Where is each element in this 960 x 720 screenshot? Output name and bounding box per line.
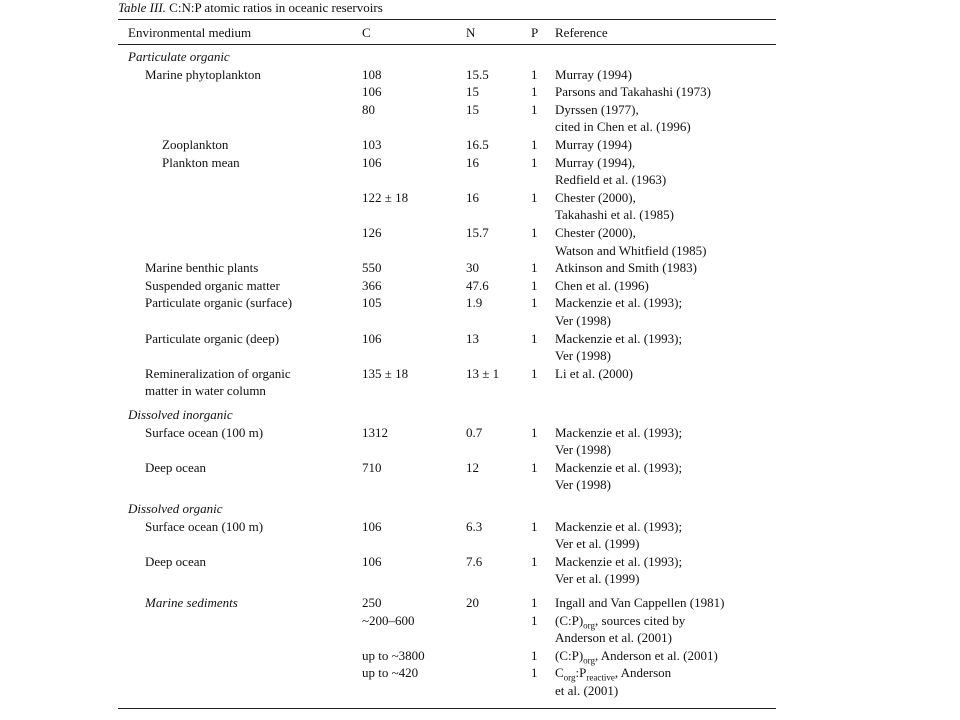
row-reference: Chen et al. (1996) (555, 278, 649, 293)
row-reference: Chester (2000), (555, 225, 636, 240)
row-reference: Ingall and Van Cappellen (1981) (555, 595, 725, 610)
row-p-value: 1 (531, 190, 538, 205)
row-reference: Mackenzie et al. (1993); (555, 460, 683, 475)
row-reference: Ver (1998) (555, 442, 611, 457)
row-c-value: up to ~3800 (362, 648, 425, 663)
row-c-value: 366 (362, 278, 382, 293)
row-medium: Marine sediments (145, 595, 238, 610)
row-reference: Watson and Whitfield (1985) (555, 243, 707, 258)
row-reference: Mackenzie et al. (1993); (555, 554, 683, 569)
header-c: C (362, 25, 371, 40)
row-medium: Plankton mean (162, 155, 240, 170)
row-p-value: 1 (531, 84, 538, 99)
row-medium: Deep ocean (145, 460, 206, 475)
table-title: C:N:P atomic ratios in oceanic reservoirs (169, 0, 383, 15)
row-n-value: 16 (466, 155, 479, 170)
row-p-value: 1 (531, 155, 538, 170)
row-reference: $(C:P)_{org}$, Anderson et al. (2001) (555, 648, 718, 666)
row-reference: $(C:P)_{org}$, sources cited by (555, 613, 686, 631)
section-heading: Dissolved organic (128, 501, 223, 516)
section-heading: Dissolved inorganic (128, 407, 233, 422)
row-reference: Ver (1998) (555, 477, 611, 492)
row-reference: Li et al. (2000) (555, 366, 633, 381)
row-c-value: 250 (362, 595, 382, 610)
row-n-value: 16 (466, 190, 479, 205)
header-medium: Environmental medium (128, 25, 252, 40)
row-p-value: 1 (531, 137, 538, 152)
row-medium: Remineralization of organic (145, 366, 291, 381)
row-medium: Surface ocean (100 m) (145, 425, 264, 440)
row-n-value: 15.5 (466, 67, 489, 82)
table-label: Table III. (118, 0, 166, 15)
row-reference: $C_{org}:P_{reactive}$, Anderson (555, 665, 672, 683)
row-n-value: 47.6 (466, 278, 489, 293)
row-c-value: 106 (362, 331, 382, 346)
row-c-value: 550 (362, 260, 382, 275)
row-c-value: 106 (362, 519, 382, 534)
row-c-value: 105 (362, 295, 382, 310)
row-c-value: up to ~420 (362, 665, 419, 680)
row-medium: Marine phytoplankton (145, 67, 261, 82)
row-p-value: 1 (531, 425, 538, 440)
row-p-value: 1 (531, 278, 538, 293)
row-c-value: 106 (362, 155, 382, 170)
row-n-value: 7.6 (466, 554, 483, 569)
row-reference: cited in Chen et al. (1996) (555, 119, 691, 134)
row-p-value: 1 (531, 554, 538, 569)
row-n-value: 0.7 (466, 425, 483, 440)
row-p-value: 1 (531, 366, 538, 381)
row-reference: Atkinson and Smith (1983) (555, 260, 697, 275)
row-reference: Ver (1998) (555, 348, 611, 363)
row-p-value: 1 (531, 67, 538, 82)
row-reference: Ver et al. (1999) (555, 536, 640, 551)
row-c-value: 135 ± 18 (362, 366, 409, 381)
row-n-value: 20 (466, 595, 479, 610)
row-c-value: 126 (362, 225, 382, 240)
row-medium: Deep ocean (145, 554, 206, 569)
row-p-value: 1 (531, 519, 538, 534)
row-reference: Anderson et al. (2001) (555, 630, 672, 645)
row-c-value: 1312 (362, 425, 388, 440)
row-c-value: 710 (362, 460, 382, 475)
row-c-value: 122 ± 18 (362, 190, 409, 205)
row-p-value: 1 (531, 225, 538, 240)
row-medium: Surface ocean (100 m) (145, 519, 264, 534)
row-reference: Murray (1994), (555, 155, 636, 170)
row-p-value: 1 (531, 460, 538, 475)
header-rule (118, 44, 776, 45)
header-n: N (466, 25, 476, 40)
section-heading: Particulate organic (128, 49, 230, 64)
row-n-value: 15 (466, 102, 479, 117)
row-reference: Ver et al. (1999) (555, 571, 640, 586)
row-reference: Mackenzie et al. (1993); (555, 425, 683, 440)
row-reference: Mackenzie et al. (1993); (555, 295, 683, 310)
row-p-value: 1 (531, 665, 538, 680)
row-n-value: 13 (466, 331, 479, 346)
row-reference: Parsons and Takahashi (1973) (555, 84, 711, 99)
row-reference: Murray (1994) (555, 137, 632, 152)
row-medium: Marine benthic plants (145, 260, 259, 275)
header-p: P (531, 25, 539, 40)
row-n-value: 15 (466, 84, 479, 99)
row-reference: Ver (1998) (555, 313, 611, 328)
row-reference: et al. (2001) (555, 683, 619, 698)
row-p-value: 1 (531, 260, 538, 275)
row-reference: Redfield et al. (1963) (555, 172, 667, 187)
row-medium: Particulate organic (deep) (145, 331, 280, 346)
row-n-value: 30 (466, 260, 479, 275)
row-c-value: 108 (362, 67, 382, 82)
row-n-value: 13 ± 1 (466, 366, 500, 381)
header-reference: Reference (555, 25, 608, 40)
row-reference: Takahashi et al. (1985) (555, 207, 674, 222)
row-c-value: 103 (362, 137, 382, 152)
row-n-value: 16.5 (466, 137, 489, 152)
top-rule (118, 19, 776, 20)
bottom-rule (118, 708, 776, 709)
row-reference: Murray (1994) (555, 67, 632, 82)
row-p-value: 1 (531, 613, 538, 628)
row-medium: Suspended organic matter (145, 278, 280, 293)
table-caption (118, 0, 383, 16)
row-c-value: 80 (362, 102, 375, 117)
row-c-value: 106 (362, 84, 382, 99)
row-p-value: 1 (531, 648, 538, 663)
row-reference: Mackenzie et al. (1993); (555, 519, 683, 534)
row-n-value: 12 (466, 460, 479, 475)
row-n-value: 6.3 (466, 519, 483, 534)
row-medium: Zooplankton (162, 137, 229, 152)
row-reference: Dyrssen (1977), (555, 102, 639, 117)
row-p-value: 1 (531, 295, 538, 310)
row-p-value: 1 (531, 102, 538, 117)
row-medium: Particulate organic (surface) (145, 295, 293, 310)
row-n-value: 1.9 (466, 295, 483, 310)
row-reference: Mackenzie et al. (1993); (555, 331, 683, 346)
row-medium-cont: matter in water column (145, 383, 266, 398)
row-c-value: ~200–600 (362, 613, 415, 628)
row-p-value: 1 (531, 331, 538, 346)
row-n-value: 15.7 (466, 225, 489, 240)
row-p-value: 1 (531, 595, 538, 610)
row-reference: Chester (2000), (555, 190, 636, 205)
row-c-value: 106 (362, 554, 382, 569)
